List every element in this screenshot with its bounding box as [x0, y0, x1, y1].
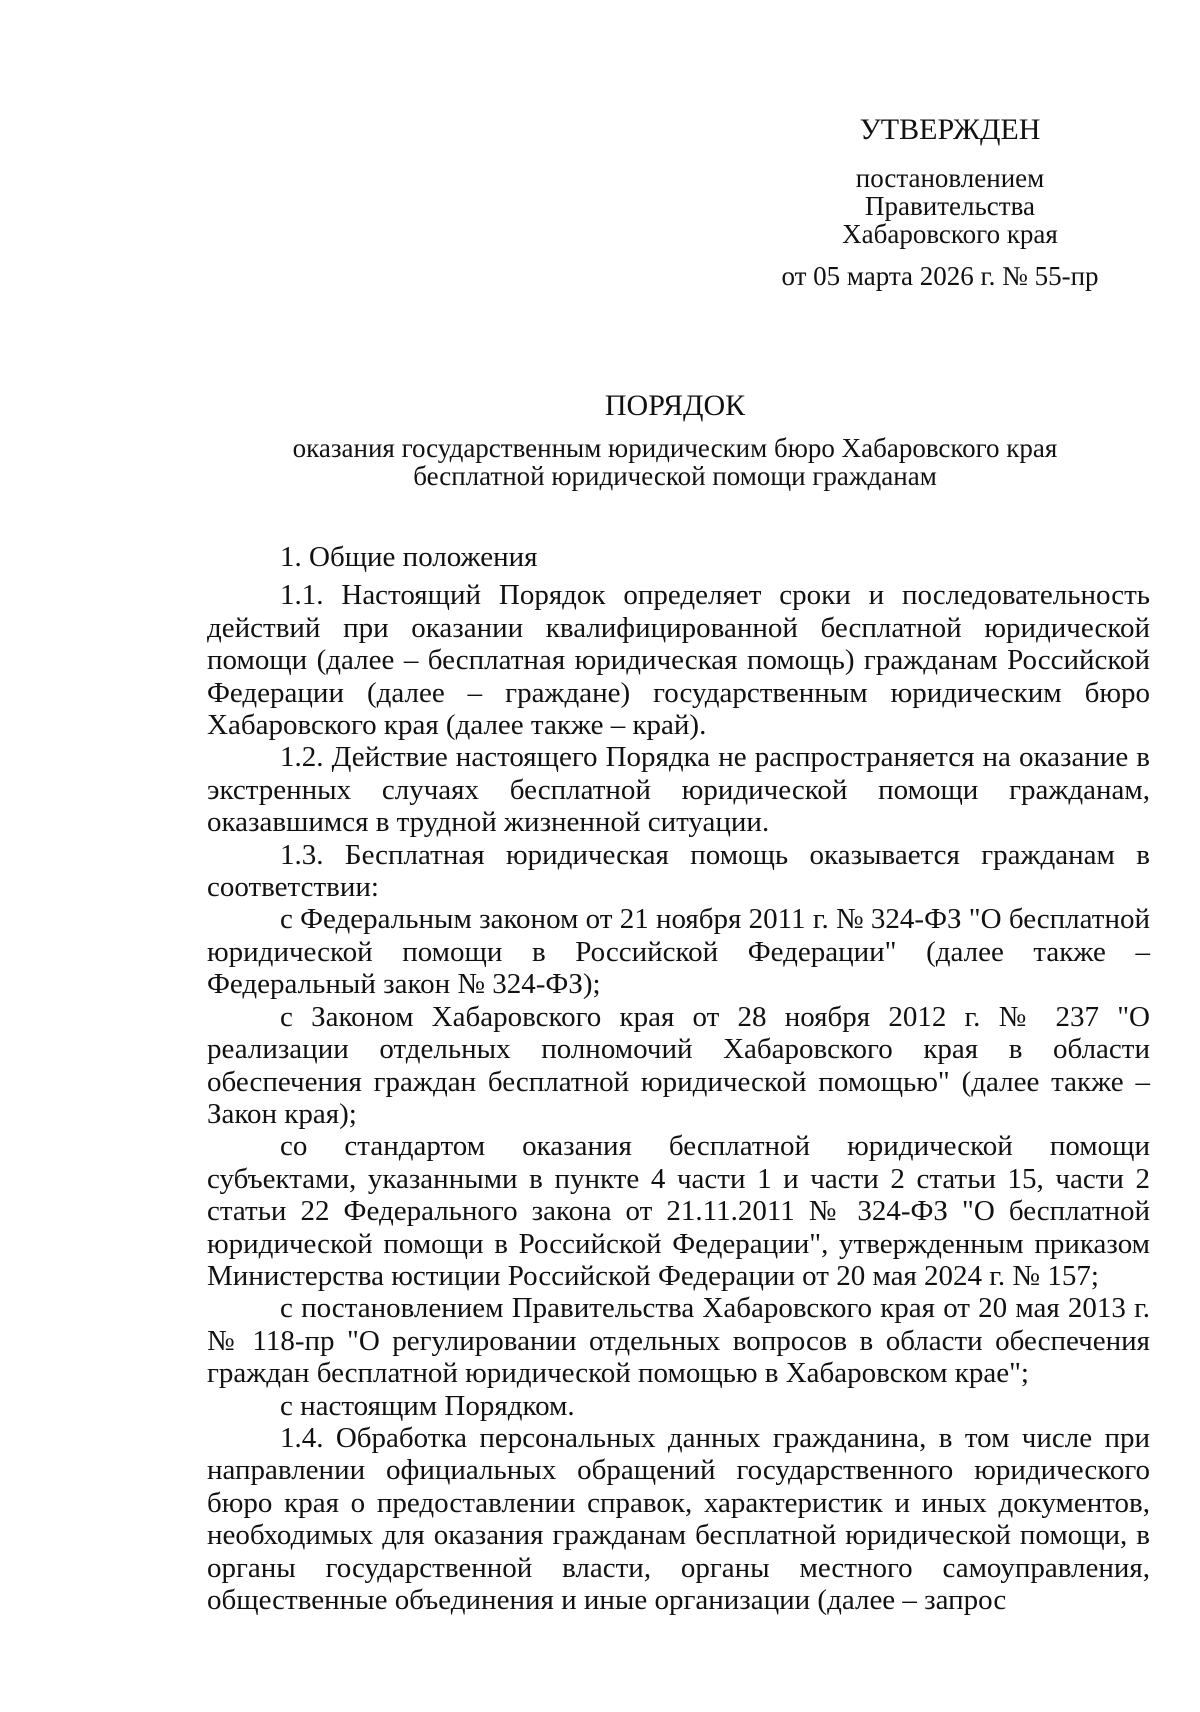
paragraph-law-237: с Законом Хабаровского края от 28 ноября 2012 г. № 237 "О реализации отдельных полномочий Хабаровского края в области обеспечения граждан бесплатной юридической помощью" (далее также – Закон края);: [207, 1000, 1150, 1130]
paragraph-1-2: 1.2. Действие настоящего Порядка не распространяется на оказание в экстренных случаях бесплатной юридической помощи гражданам, оказавшимся в трудной жизненной ситуации.: [207, 741, 1150, 839]
document-body: [207, 541, 1150, 1616]
paragraph-1-4: 1.4. Обработка персональных данных гражданина, в том числе при направлении официальных обращений государственного юридического бюро края о предоставлении справок, характеристик и иных документов, необходимых для оказания гражданам бесплатной юридической помощи, в органы государственной власти, органы местного самоуправления, общественные объединения и иные организации (далее – запрос: [207, 1421, 1150, 1616]
paragraph-1-1: 1.1. Настоящий Порядок определяет сроки и последовательность действий при оказании квалифицированной бесплатной юридической помощи (далее – бесплатная юридическая помощь) гражданам Российской Федерации (далее – граждане) государственным юридическим бюро Хабаровского края (далее также – край).: [207, 579, 1150, 742]
approval-stamp-block: [760, 112, 1140, 290]
paragraph-1-3: 1.3. Бесплатная юридическая помощь оказывается гражданам в соответствии:: [207, 838, 1150, 904]
document-title: ПОРЯДОК: [604, 389, 746, 422]
approval-line-government: Правительства: [865, 191, 1035, 221]
paragraph-standard: со стандартом оказания бесплатной юридической помощи субъектами, указанными в пункте 4 части 1 и части 2 статьи 15, части 2 статьи 22 Федерального закона от 21.11.2011 № 324-ФЗ "О бесплатной юридической помощи в Российской Федерации", утвержденным приказом Министерства юстиции Российской Федерации от 20 мая 2024 г. № 157;: [207, 1130, 1150, 1292]
document-subtitle-line-2: бесплатной юридической помощи гражданам: [413, 461, 937, 491]
paragraph-this-order: с настоящим Порядком.: [280, 1389, 575, 1422]
section-heading: 1. Общие положения: [280, 541, 538, 573]
document-title-block: [200, 388, 1150, 490]
approved-heading: УТВЕРЖДЕН: [859, 113, 1041, 146]
paragraph-law-324: с Федеральным законом от 21 ноября 2011 г. № 324-ФЗ "О бесплатной юридической помощи в Российской Федерации" (далее также – Федеральный закон № 324-ФЗ);: [207, 903, 1150, 1001]
paragraph-resolution-118: с постановлением Правительства Хабаровского края от 20 мая 2013 г. № 118-пр "О регулировании отдельных вопросов в области обеспечения граждан бесплатной юридической помощью в Хабаровском крае";: [207, 1292, 1150, 1390]
approval-line-resolution: постановлением: [855, 163, 1045, 193]
document-subtitle-line-1: оказания государственным юридическим бюро Хабаровского края: [292, 433, 1058, 463]
approval-line-region: Хабаровского края: [842, 219, 1058, 249]
approval-date: от 05 марта 2026 г. № 55-пр: [781, 261, 1099, 291]
